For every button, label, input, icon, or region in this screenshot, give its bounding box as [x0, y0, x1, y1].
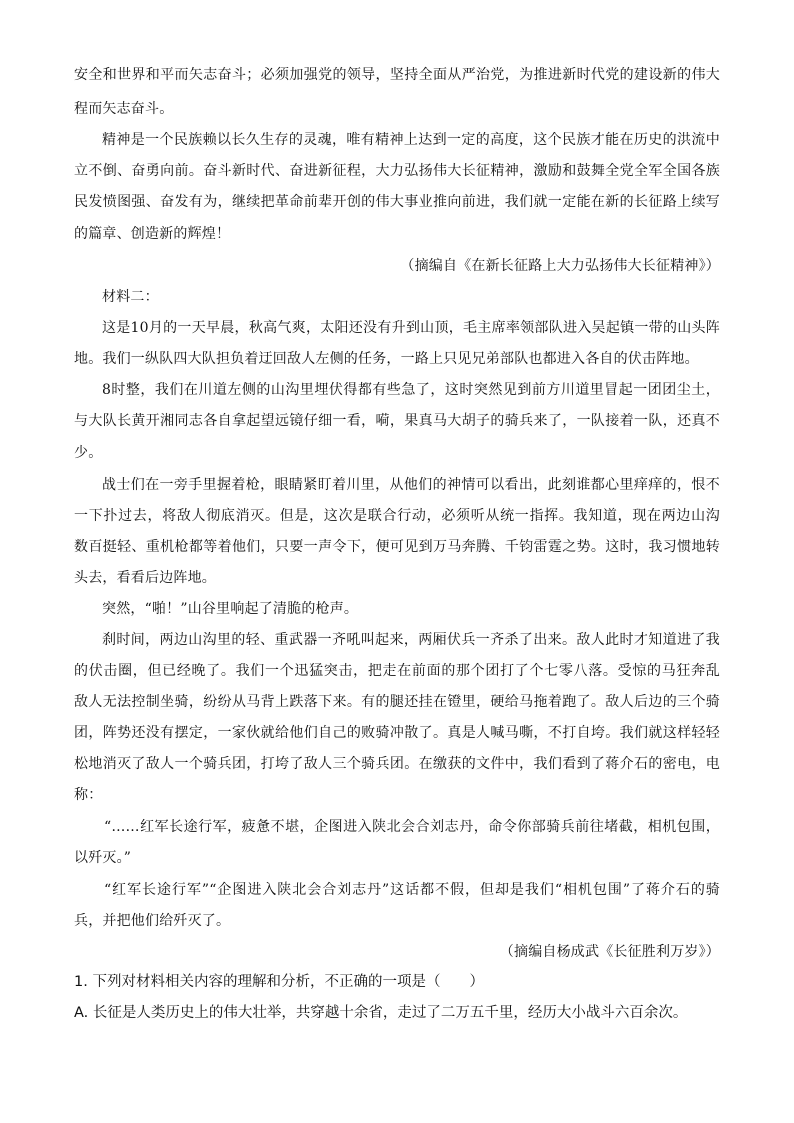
- text-line: 突然，“啪！”山谷里响起了清脆的枪声。: [102, 601, 359, 617]
- text-line: 头去，看看后边阵地。: [74, 570, 216, 586]
- section-label: 材料二：: [102, 289, 159, 305]
- text-line: 立不倒、奋勇向前。奋斗新时代、奋进新征程，大力弘扬伟大长征精神，激励和鼓舞全党全军全国各族: [74, 163, 720, 179]
- text-line: 少。: [74, 445, 103, 461]
- text-line: “红军长途行军”“企图进入陕北会合刘志丹”这话都不假，但却是我们“相机包围”了蒋介石的骑: [104, 882, 720, 898]
- text-line: “……红军长途行军，疲惫不堪，企图进入陕北会合刘志丹，命令你部骑兵前往堵截，相机包围，: [104, 819, 720, 835]
- text-line: 刹时间，两边山沟里的轻、重武器一齐吼叫起来，两厢伏兵一齐杀了出来。敌人此时才知道进了我: [102, 632, 720, 648]
- text-line: 地。我们一纵队四大队担负着迂回敌人左侧的任务，一路上只见兄弟部队也都进入各自的伏击阵地。: [74, 351, 699, 367]
- answer-option-a: A. 长征是人类历史上的伟大壮举，共穿越十余省，走过了二万五千里，经历大小战斗六百余次。: [74, 1005, 688, 1021]
- text-line: 战士们在一旁手里握着枪，眼睛紧盯着川里，从他们的神情可以看出，此刻谁都心里痒痒的，恨不: [102, 477, 720, 493]
- question-stem: 1. 下列对材料相关内容的理解和分析，不正确的一项是（ ）: [74, 974, 484, 990]
- text-line: 的篇章、创造新的辉煌！: [74, 226, 231, 242]
- text-line: 与大队长黄开湘同志各自拿起望远镜仔细一看，嗬，果真马大胡子的骑兵来了，一队接着一队，还真不: [74, 413, 720, 429]
- text-line: 的伏击圈，但已经晚了。我们一个迅猛突击，把走在前面的那个团打了个七零八落。受惊的马狂奔乱: [74, 663, 720, 679]
- source-citation: （摘编自《在新长征路上大力弘扬伟大长征精神》）: [400, 258, 720, 274]
- text-line: 8时整，我们在川道左侧的山沟里埋伏得都有些急了，这时突然见到前方川道里冒起一团团尘土，: [102, 382, 720, 398]
- text-line: 称：: [74, 787, 103, 803]
- text-line: 这是10月的一天早晨，秋高气爽，太阳还没有升到山顶，毛主席率领部队进入吴起镇一带的山头阵: [102, 320, 720, 336]
- text-line: 安全和世界和平而矢志奋斗；必须加强党的领导，坚持全面从严治党，为推进新时代党的建设新的伟大: [74, 67, 720, 83]
- text-line: 精神是一个民族赖以长久生存的灵魂，唯有精神上达到一定的高度，这个民族才能在历史的洪流中: [102, 132, 720, 148]
- text-line: 一下扑过去，将敌人彻底消灭。但是，这次是联合行动，必须听从统一指挥。我知道，现在两边山沟: [74, 508, 720, 524]
- text-line: 以歼灭。”: [74, 850, 132, 866]
- text-line: 程而矢志奋斗。: [74, 101, 174, 117]
- text-line: 团，阵势还没有摆定，一家伙就给他们自己的败骑冲散了。真是人喊马嘶，不打自垮。我们就这样轻轻: [74, 725, 720, 741]
- text-line: 松地消灭了敌人一个骑兵团，打垮了敌人三个骑兵团。在缴获的文件中，我们看到了蒋介石的密电，电: [74, 756, 720, 772]
- text-line: 敌人无法控制坐骑，纷纷从马背上跌落下来。有的腿还挂在镫里，硬给马拖着跑了。敌人后边的三个骑: [74, 694, 720, 710]
- text-line: 民发愤图强、奋发有为，继续把革命前辈开创的伟大事业推向前进，我们就一定能在新的长征路上续写: [74, 194, 720, 210]
- text-line: 兵，并把他们给歼灭了。: [74, 913, 231, 929]
- source-citation: （摘编自杨成武《长征胜利万岁》）: [499, 944, 720, 960]
- text-line: 数百挺轻、重机枪都等着他们，只要一声令下，便可见到万马奔腾、千钧雷霆之势。这时，我习惯地转: [74, 539, 720, 555]
